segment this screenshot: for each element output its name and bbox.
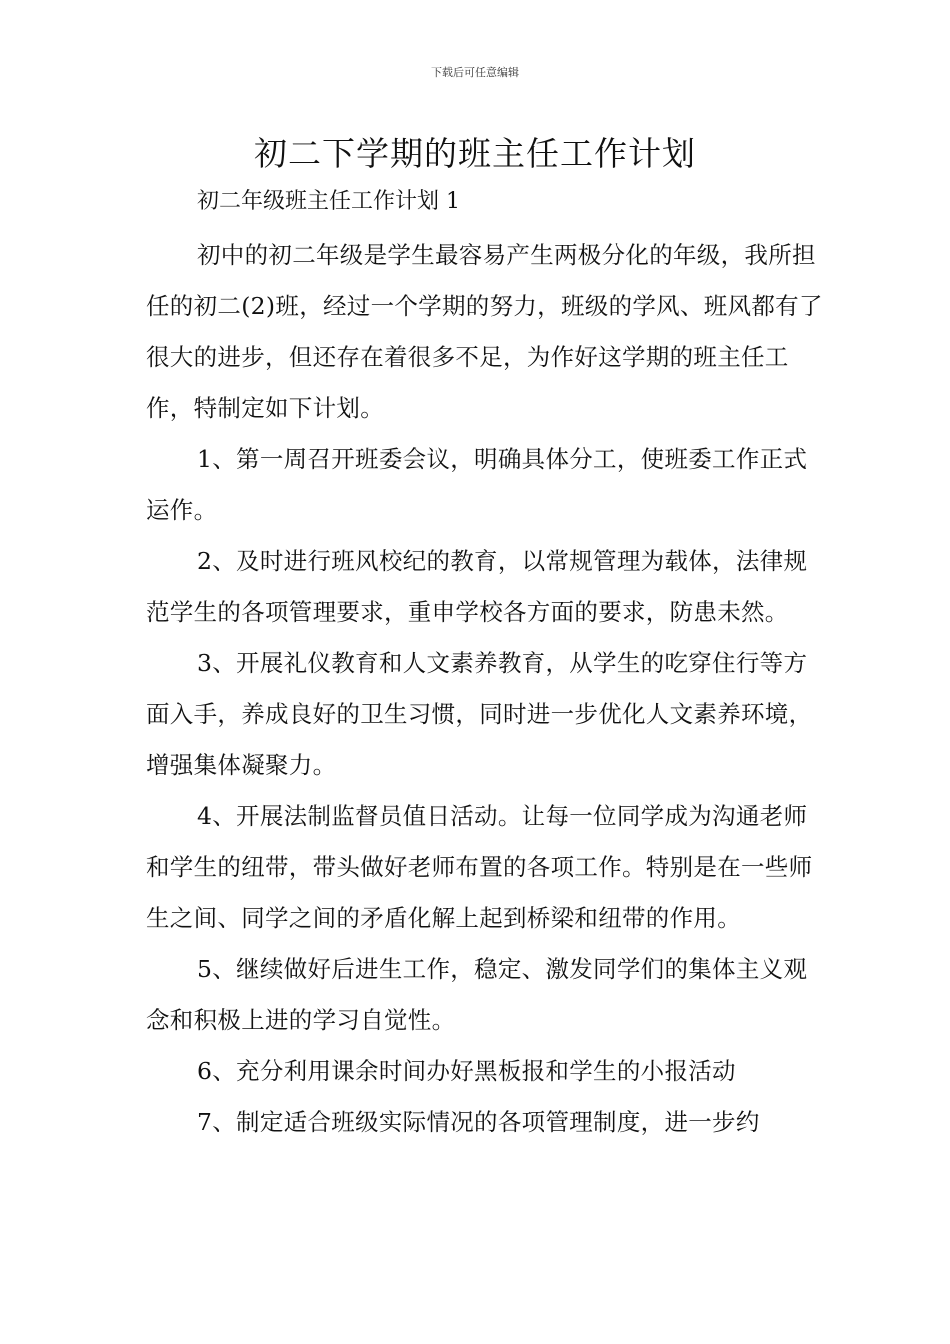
header-note: 下载后可任意编辑	[431, 66, 519, 79]
paragraph-item-4: 4、开展法制监督员值日活动。让每一位同学成为沟通老师和学生的纽带，带头做好老师布置的各项工作。特别是在一些师生之间、同学之间的矛盾化解上起到桥梁和纽带的作用。	[146, 802, 813, 932]
document-subtitle: 初二年级班主任工作计划 1	[197, 189, 460, 214]
paragraph-item-6: 6、充分利用课余时间办好黑板报和学生的小报活动	[197, 1057, 736, 1085]
paragraph-intro: 初中的初二年级是学生最容易产生两极分化的年级，我所担任的初二(2)班，经过一个学期的努力，班级的学风、班风都有了很大的进步，但还存在着很多不足，为作好这学期的班主任工作，特制定如下计划。	[146, 241, 823, 422]
document-body	[146, 230, 826, 1148]
paragraph-item-3: 3、开展礼仪教育和人文素养教育，从学生的吃穿住行等方面入手，养成良好的卫生习惯，同时进一步优化人文素养环境，增强集体凝聚力。	[146, 649, 813, 779]
paragraph-item-7: 7、制定适合班级实际情况的各项管理制度，进一步约	[197, 1108, 760, 1136]
paragraph-item-5: 5、继续做好后进生工作，稳定、激发同学们的集体主义观念和积极上进的学习自觉性。	[146, 955, 808, 1034]
paragraph-item-1: 1、第一周召开班委会议，明确具体分工，使班委工作正式运作。	[146, 445, 808, 524]
paragraph-item-2: 2、及时进行班风校纪的教育，以常规管理为载体，法律规范学生的各项管理要求，重申学校各方面的要求，防患未然。	[146, 547, 808, 626]
document-title: 初二下学期的班主任工作计划	[254, 134, 696, 173]
